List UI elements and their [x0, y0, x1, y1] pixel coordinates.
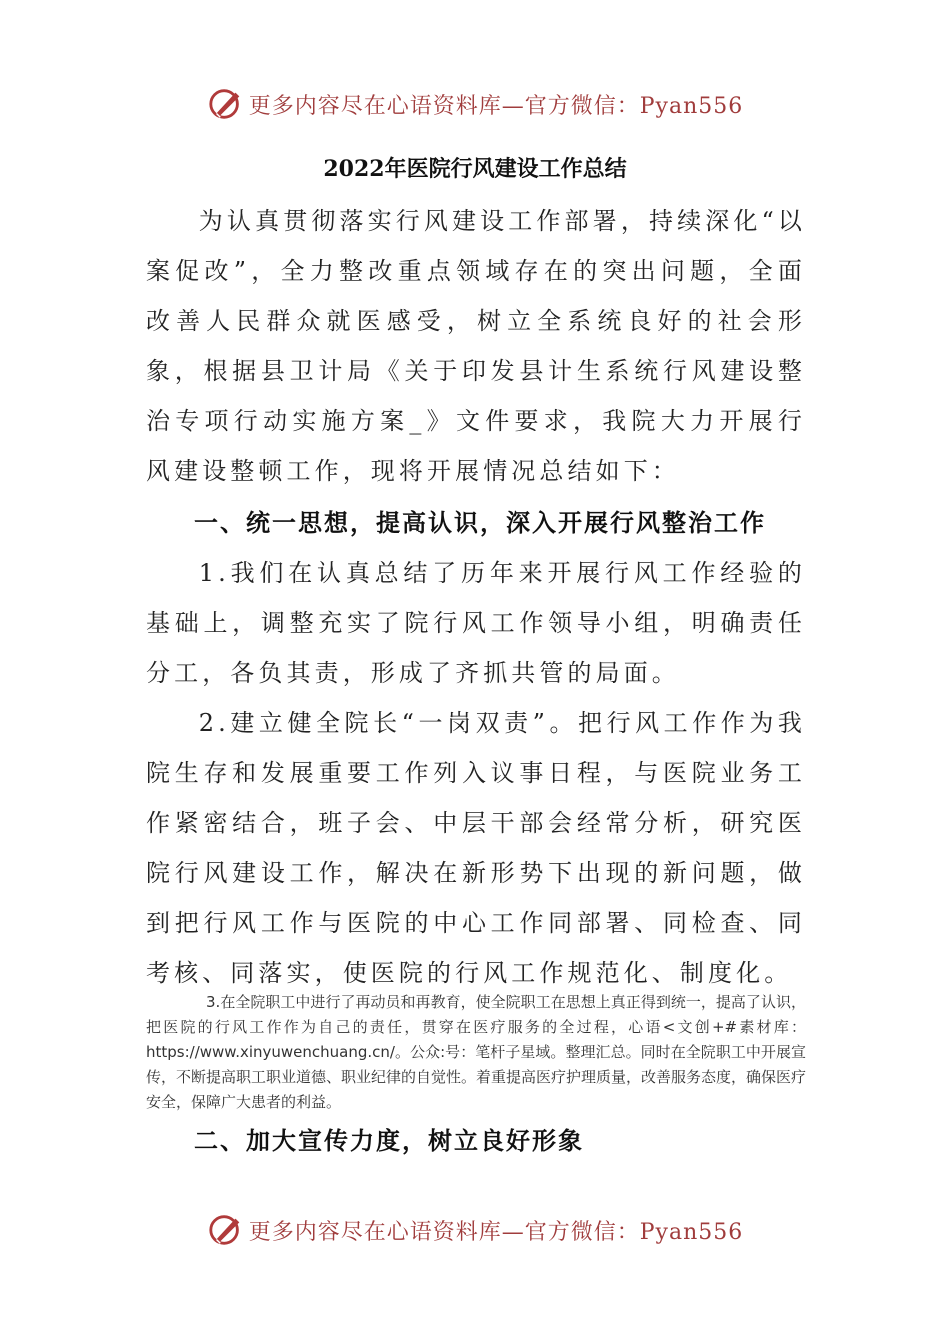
item1-paragraph: 1.我们在认真总结了历年来开展行风工作经验的基础上，调整充实了院行风工作领导小组，明确责任分工，各负其责，形成了齐抓共管的局面。 [146, 559, 806, 687]
pen-logo-icon [207, 85, 245, 123]
item3-paragraph: 3.在全院职工中进行了再动员和再教育，使全院职工在思想上真正得到统一，提高了认识，把医院的行风工作作为自己的责任，贯穿在医疗服务的全过程，心语<文创+#素材库：https://www.xinyuwenchuang.cn/。公众:号：笔杆子星域。整理汇总。同时在全院职工中开展宣传，不断提高职工职业道德、职业纪律的自觉性。着重提高医疗护理质量，改善服务态度，确保医疗安全，保障广大患者的利益。 [146, 993, 807, 1111]
header-banner [0, 82, 950, 126]
pen-logo-icon [207, 1211, 245, 1249]
item2-paragraph: 2.建立健全院长“一岗双责”。把行风工作作为我院生存和发展重要工作列入议事日程，与医院业务工作紧密结合，班子会、中层干部会经常分析，研究医院行风建设工作，解决在新形势下出现的新问题，做到把行风工作与医院的中心工作同部署、同检查、同考核、同落实，使医院的行风工作规范化、制度化。 [146, 709, 806, 987]
footer-banner-text: 更多内容尽在心语资料库—官方微信：Pyan556 [248, 1219, 744, 1245]
footer-banner [0, 1208, 950, 1252]
header-banner-text: 更多内容尽在心语资料库—官方微信：Pyan556 [248, 93, 744, 119]
document-body [146, 196, 806, 998]
section2-block [146, 1116, 806, 1166]
small-text-block [146, 990, 806, 1115]
section1-heading: 一、统一思想，提高认识，深入开展行风整治工作 [194, 508, 766, 537]
document-title: 2022年医院行风建设工作总结 [323, 156, 627, 182]
section2-heading: 二、加大宣传力度，树立良好形象 [194, 1126, 584, 1155]
intro-paragraph: 为认真贯彻落实行风建设工作部署，持续深化“以案促改”，全力整改重点领域存在的突出问题，全面改善人民群众就医感受，树立全系统良好的社会形象，根据县卫计局《关于印发县计生系统行风建设整治专项行动实施方案_》文件要求，我院大力开展行风建设整顿工作，现将开展情况总结如下： [146, 207, 806, 485]
